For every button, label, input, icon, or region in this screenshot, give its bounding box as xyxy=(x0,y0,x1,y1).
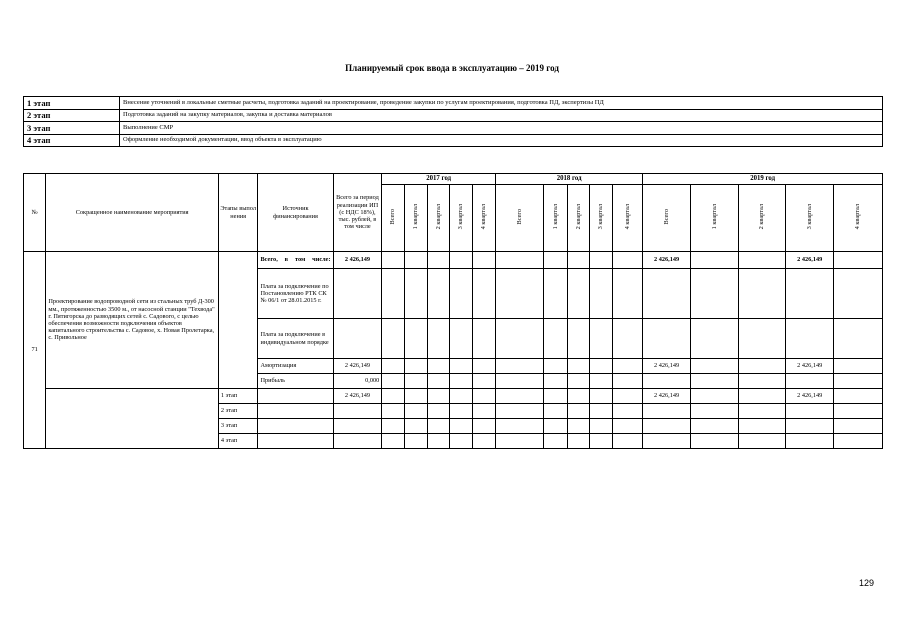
stage-row xyxy=(24,97,883,110)
sub-q1: 1 квартал xyxy=(543,185,567,252)
stage-name: 3 этап xyxy=(24,122,120,135)
year-2017: 2017 год xyxy=(382,174,496,185)
total-value: 2 426,149 xyxy=(333,252,382,269)
sub-q3: 3 квартал xyxy=(786,185,834,252)
stage-name: 4 этап xyxy=(24,134,120,147)
sub-q1: 1 квартал xyxy=(404,185,427,252)
total-value xyxy=(333,434,382,449)
source-label: Прибыль xyxy=(258,374,333,389)
sub-q2: 2 квартал xyxy=(568,185,590,252)
year-2018: 2018 год xyxy=(496,174,643,185)
stage-text: Выполнение СМР xyxy=(120,122,883,135)
project-name-cont xyxy=(46,389,219,449)
stage-row xyxy=(24,134,883,147)
y2019-q3: 2 426,149 xyxy=(786,389,834,404)
table-row xyxy=(24,252,883,269)
source-label: Амортизация xyxy=(258,359,333,374)
source-label: Плата за подключение по Постановлению РТК СК № 06/1 от 28.01.2015 г. xyxy=(258,269,333,319)
total-value: 2 426,149 xyxy=(333,389,382,404)
total-value xyxy=(333,269,382,319)
year-2019: 2019 год xyxy=(643,174,883,185)
source-label: Плата за подключение в индивидуальном порядке xyxy=(258,319,333,359)
sub-q2: 2 квартал xyxy=(738,185,786,252)
sub-total: Всего xyxy=(496,185,544,252)
col-name: Сокращенное наименование мероприятия xyxy=(46,174,219,252)
y2019-total: 2 426,149 xyxy=(643,389,691,404)
y2019-total: 2 426,149 xyxy=(643,359,691,374)
sub-q3: 3 квартал xyxy=(450,185,472,252)
stage-text: Оформление необходимой документации, ввод объекта в эксплуатацию xyxy=(120,134,883,147)
sub-q4: 4 квартал xyxy=(612,185,643,252)
stage-label: 3 этап xyxy=(218,419,258,434)
source-label: Всего, в том числе: xyxy=(258,252,333,269)
sub-q4: 4 квартал xyxy=(472,185,495,252)
page-title: Планируемый срок ввода в эксплуатацию – 2019 год xyxy=(345,63,559,73)
sub-q2: 2 квартал xyxy=(427,185,449,252)
sub-total: Всего xyxy=(382,185,404,252)
stage-label: 4 этап xyxy=(218,434,258,449)
total-value: 2 426,149 xyxy=(333,359,382,374)
project-name: Проектирование водопроводной сети из стальных труб Д-300 мм., протяженностью 3500 м., от насосной станции "Техвода" г. Пятигорска до разводящих сетей с. Садового, с целью обеспечения возможности подключения объектов капитального строительства с. Садовое, х. Новая Пролетарка, с. Привольное xyxy=(46,252,219,389)
stage-text: Внесение уточнений в локальные сметные расчеты, подготовка заданий на проектирование, проведение закупки по услугам проектирования, подготовка ПД, экспертизы ПД xyxy=(120,97,883,110)
page-number: 129 xyxy=(858,578,874,588)
total-value xyxy=(333,419,382,434)
table-row xyxy=(24,389,883,404)
sub-total: Всего xyxy=(643,185,691,252)
col-total: Всего за период реализации ИП (с НДС 18%), тыс. рублей, в том числе xyxy=(333,174,382,252)
total-value: 0,000 xyxy=(333,374,382,389)
sub-q3: 3 квартал xyxy=(590,185,612,252)
total-value xyxy=(333,319,382,359)
col-stages: Этапы выпол нения xyxy=(218,174,258,252)
stage-text: Подготовка заданий на закупку материалов, закупка и доставка материалов xyxy=(120,109,883,122)
sub-q1: 1 квартал xyxy=(690,185,738,252)
row-number: 71 xyxy=(24,252,46,449)
stage-name: 1 этап xyxy=(24,97,120,110)
y2019-q3: 2 426,149 xyxy=(786,359,834,374)
sub-q4: 4 квартал xyxy=(834,185,883,252)
stage-empty xyxy=(218,252,258,389)
stage-name: 2 этап xyxy=(24,109,120,122)
stages-table xyxy=(23,96,883,147)
total-value xyxy=(333,404,382,419)
stage-label: 1 этап xyxy=(218,389,258,404)
y2019-total: 2 426,149 xyxy=(643,252,691,269)
col-source: Источник финансирования xyxy=(258,174,333,252)
stage-label: 2 этап xyxy=(218,404,258,419)
investment-table xyxy=(23,173,883,449)
stage-row xyxy=(24,109,883,122)
stage-row xyxy=(24,122,883,135)
col-num: № xyxy=(24,174,46,252)
y2019-q3: 2 426,149 xyxy=(786,252,834,269)
